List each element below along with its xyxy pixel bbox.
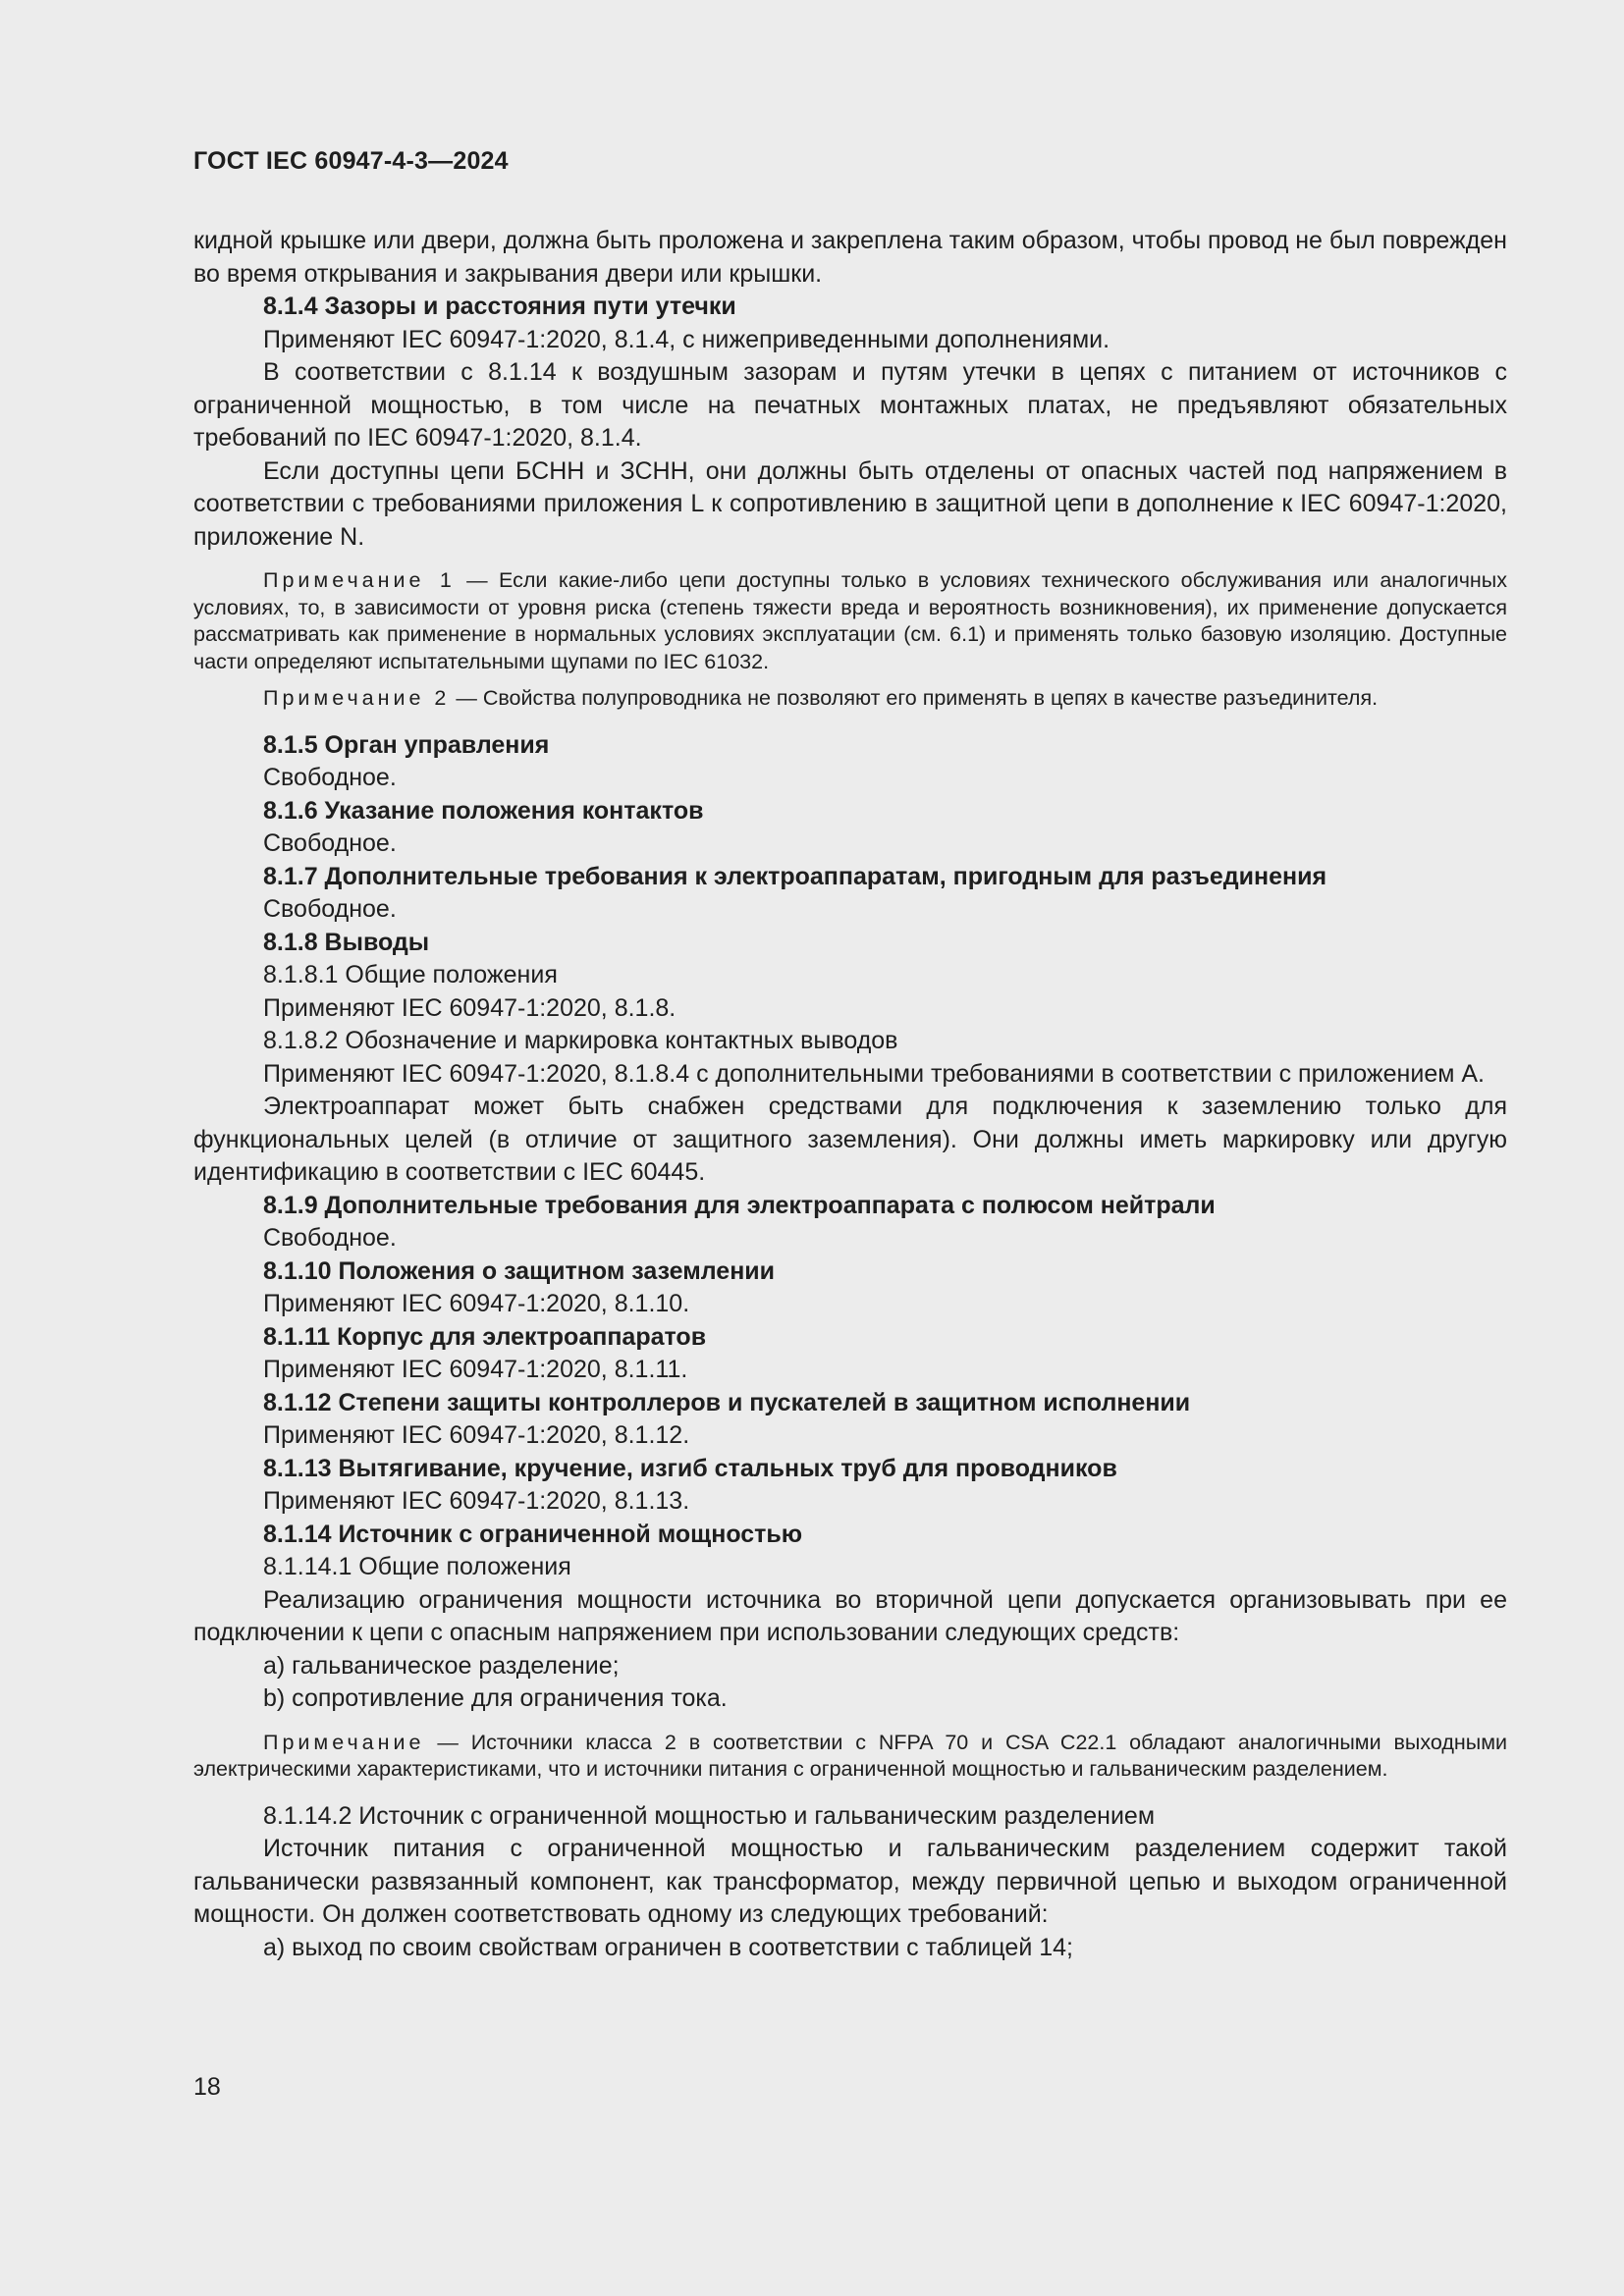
paragraph: Электроаппарат может быть снабжен средствами для подключения к заземлению только для функциональных целей (в отличие от защитного заземления). Они должны иметь маркировку или другую идентификацию в соответствии с IEC 60445. (193, 1093, 1507, 1186)
list-item: a) выход по своим свойствам ограничен в соответствии с таблицей 14; (263, 1933, 1073, 1961)
subsection-heading-8-1-8-1: 8.1.8.1 Общие положения (263, 961, 558, 988)
paragraph: Реализацию ограничения мощности источника во вторичной цепи допускается организовывать при ее подключении к цепи с опасным напряжением при использовании следующих средств: (193, 1585, 1507, 1646)
paragraph: Применяют IEC 60947-1:2020, 8.1.8. (263, 993, 677, 1022)
list-item: a) гальваническое разделение; (263, 1651, 620, 1680)
section-heading-8-1-9: 8.1.9 Дополнительные требования для электроаппарата с полюсом нейтрали (263, 1191, 1216, 1219)
paragraph: В соответствии с 8.1.14 к воздушным зазорам и путям утечки в цепях с питанием от источников с ограниченной мощностью, в том числе на печатных монтажных платах, не предъявляют обязательных требований по IEC 60947-1:2020, 8.1.4. (193, 358, 1507, 452)
paragraph: Применяют IEC 60947-1:2020, 8.1.10. (263, 1290, 690, 1317)
paragraph: Применяют IEC 60947-1:2020, 8.1.4, с нижеприведенными дополнениями. (263, 325, 1110, 353)
paragraph: кидной крышке или двери, должна быть проложена и закреплена таким образом, чтобы провод не был поврежден во время открывания и закрывания двери или крышки. (193, 227, 1507, 288)
paragraph: Применяют IEC 60947-1:2020, 8.1.12. (263, 1421, 690, 1449)
subsection-heading-8-1-14-2: 8.1.14.2 Источник с ограниченной мощностью и гальваническим разделением (263, 1801, 1156, 1830)
section-heading-8-1-13: 8.1.13 Вытягивание, кручение, изгиб стальных труб для проводников (263, 1454, 1117, 1482)
paragraph: Если доступны цепи БСНН и ЗСНН, они должны быть отделены от опасных частей под напряжением в соответствии с требованиями приложения L к сопротивлению в защитной цепи в дополнение к IEC 60947-1:2020, приложение N. (193, 456, 1507, 551)
page-number: 18 (193, 2073, 221, 2101)
note-text: — Свойства полупроводника не позволяют его применять в цепях в качестве разъединителя. (450, 686, 1379, 710)
paragraph: Применяют IEC 60947-1:2020, 8.1.8.4 с дополнительными требованиями в соответствии с приложением А. (263, 1059, 1485, 1088)
paragraph: Свободное. (263, 764, 397, 791)
section-heading-8-1-12: 8.1.12 Степени защиты контроллеров и пускателей в защитном исполнении (263, 1388, 1191, 1416)
note-label: Примечание 2 (263, 686, 451, 710)
subsection-heading-8-1-14-1: 8.1.14.1 Общие положения (263, 1553, 571, 1580)
note-label: Примечание 1 (263, 568, 456, 592)
note-text: — Если какие-либо цепи доступны только в условиях технического обслуживания или аналогичных условиях, то, в зависимости от уровня риска (степень тяжести вреда и вероятность возникновения), их применение допускается рассматривать как применение в нормальных условиях эксплуатации (см. 6.1) и применять только базовую изоляцию. Доступные части определяют испытательными щупами по IEC 61032. (193, 568, 1508, 673)
document-body (193, 225, 1507, 1964)
paragraph: Свободное. (263, 829, 397, 857)
paragraph: Свободное. (263, 895, 397, 923)
section-heading-8-1-6: 8.1.6 Указание положения контактов (263, 796, 704, 825)
section-heading-8-1-8: 8.1.8 Выводы (263, 928, 430, 956)
document-header: ГОСТ IEC 60947-4-3—2024 (193, 147, 509, 175)
section-heading-8-1-10: 8.1.10 Положения о защитном заземлении (263, 1256, 776, 1285)
note-text: — Источники класса 2 в соответствии с NFPA 70 и CSA C22.1 обладают аналогичными выходными электрическими характеристиками, что и источники питания с ограниченной мощностью и гальваническим разделением. (193, 1730, 1507, 1781)
note-2 (193, 685, 1507, 713)
note-3 (193, 1730, 1507, 1784)
section-heading-8-1-14: 8.1.14 Источник с ограниченной мощностью (263, 1520, 803, 1548)
paragraph: Применяют IEC 60947-1:2020, 8.1.11. (263, 1356, 688, 1383)
section-heading-8-1-5: 8.1.5 Орган управления (263, 730, 550, 759)
list-item: b) сопротивление для ограничения тока. (263, 1684, 728, 1712)
paragraph: Источник питания с ограниченной мощностью и гальваническим разделением содержит такой гальванически развязанный компонент, как трансформатор, между первичной цепью и выходом ограниченной мощности. Он должен соответствовать одному из следующих требований: (193, 1835, 1507, 1928)
section-heading-8-1-4: 8.1.4 Зазоры и расстояния пути утечки (263, 293, 736, 320)
section-heading-8-1-11: 8.1.11 Корпус для электроаппаратов (263, 1322, 707, 1351)
subsection-heading-8-1-8-2: 8.1.8.2 Обозначение и маркировка контактных выводов (263, 1027, 898, 1054)
note-1 (193, 567, 1507, 675)
section-heading-8-1-7: 8.1.7 Дополнительные требования к электроаппаратам, пригодным для разъединения (263, 862, 1327, 890)
paragraph: Свободное. (263, 1224, 397, 1252)
note-label: Примечание (263, 1730, 425, 1754)
paragraph: Применяют IEC 60947-1:2020, 8.1.13. (263, 1487, 690, 1515)
